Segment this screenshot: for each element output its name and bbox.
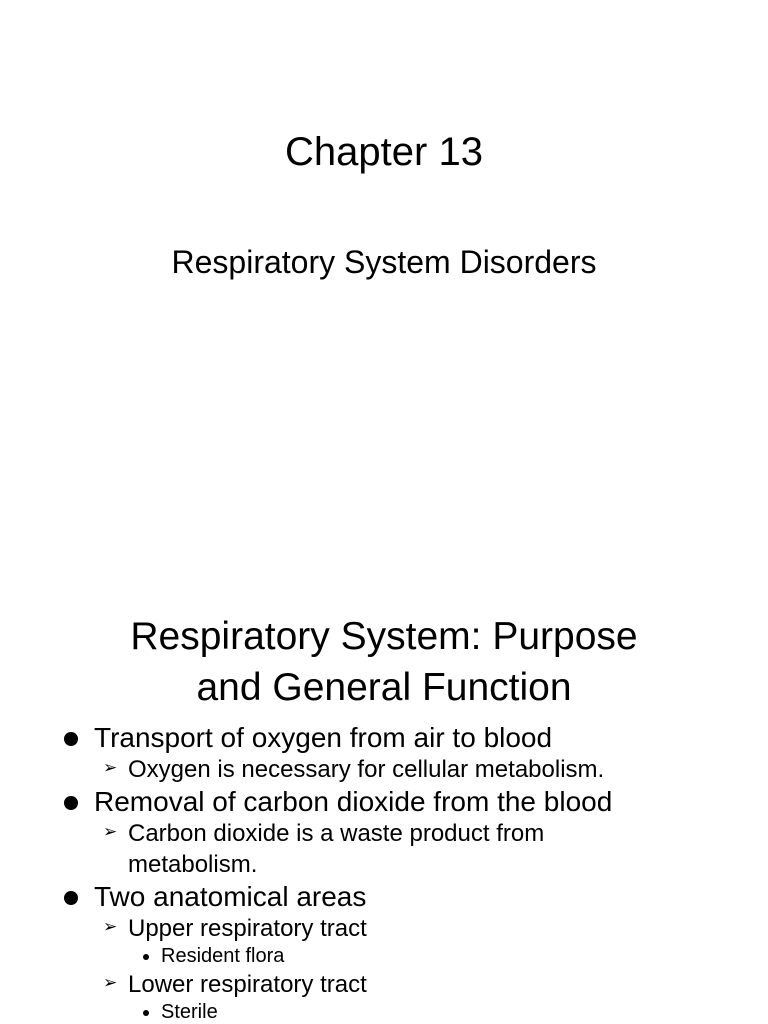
arrow-bullet-icon: ➢ (103, 758, 118, 777)
sub-bullet-text: Oxygen is necessary for cellular metabolism. (128, 756, 605, 783)
sub-bullet-item (0, 754, 768, 785)
bullet-item (0, 785, 768, 818)
bullet-dot-icon (64, 796, 78, 810)
sub-sub-bullet-item (0, 1000, 768, 1024)
bullet-item (0, 880, 768, 913)
sub-bullet-item (0, 913, 768, 944)
bullet-dot-icon (64, 732, 78, 746)
sub-sub-bullet-text: Sterile (161, 1001, 218, 1023)
sub-bullet-text: Lower respiratory tract (128, 971, 367, 998)
slide-title-line-1: Respiratory System: Purpose (130, 615, 638, 658)
sub-sub-bullet-item (0, 944, 768, 969)
sub-bullet-item (0, 818, 768, 880)
chapter-title: Chapter 13 (285, 130, 483, 174)
chapter-subtitle: Respiratory System Disorders (171, 244, 597, 280)
sub-sub-bullet-text: Resident flora (161, 945, 285, 967)
slide-title (0, 611, 768, 713)
bullet-item (0, 721, 768, 754)
arrow-bullet-icon: ➢ (103, 917, 118, 936)
sub-bullet-text: Carbon dioxide is a waste product from metabolism. (128, 820, 545, 878)
sub-bullet-text: Upper respiratory tract (128, 915, 367, 942)
bullet-dot-icon (64, 891, 78, 905)
arrow-bullet-icon: ➢ (103, 822, 118, 841)
content-slide (0, 576, 768, 1024)
small-bullet-dot-icon (143, 954, 149, 960)
bullet-list (0, 721, 768, 1024)
sub-bullet-item (0, 969, 768, 1000)
slide-title-line-2: and General Function (196, 666, 572, 709)
small-bullet-dot-icon (143, 1010, 149, 1016)
bullet-text: Transport of oxygen from air to blood (94, 722, 553, 753)
arrow-bullet-icon: ➢ (103, 973, 118, 992)
bullet-text: Two anatomical areas (94, 881, 367, 912)
bullet-text: Removal of carbon dioxide from the blood (94, 786, 613, 817)
